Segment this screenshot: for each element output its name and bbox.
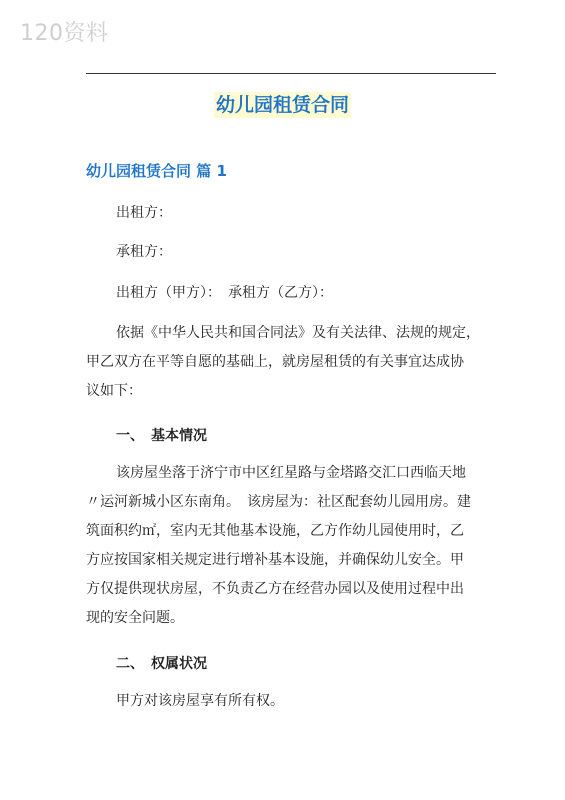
header-rule (86, 73, 496, 74)
paragraph-line: 依据《中华人民共和国合同法》及有关法律、法规的规定， (116, 325, 480, 341)
paragraph-line: 议如下： (86, 383, 142, 399)
lessor-line: 出租方： (116, 205, 172, 221)
paragraph-line: 甲乙双方在平等自愿的基础上，就房屋租赁的有关事宜达成协 (86, 354, 464, 370)
paragraph-line: 〃运河新城小区东南角。 该房屋为：社区配套幼儿园用房。建 (86, 494, 471, 510)
watermark-text: 120资料 (20, 21, 109, 46)
parties-line: 出租方（甲方）： 承租方（乙方）： (116, 285, 333, 301)
paragraph-line: 方应按国家相关规定进行增补基本设施，并确保幼儿安全。甲 (86, 552, 464, 568)
paragraph-line: 方仅提供现状房屋，不负责乙方在经营办园以及使用过程中出 (86, 581, 464, 597)
paragraph-line: 甲方对该房屋享有所有权。 (116, 693, 284, 709)
heading-basic-info: 一、 基本情况 (116, 428, 207, 444)
paragraph-line: 现的安全问题。 (86, 610, 184, 626)
paragraph-line: 筑面积约㎡，室内无其他基本设施，乙方作幼儿园使用时，乙 (86, 523, 464, 539)
lessee-line: 承租方： (116, 244, 172, 260)
paragraph-line: 该房屋坐落于济宁市中区红星路与金塔路交汇口西临天地 (116, 465, 466, 481)
document-title: 幼儿园租赁合同 (215, 94, 349, 116)
section-title: 幼儿园租赁合同 篇 1 (86, 162, 227, 180)
heading-ownership: 二、 权属状况 (116, 656, 207, 672)
